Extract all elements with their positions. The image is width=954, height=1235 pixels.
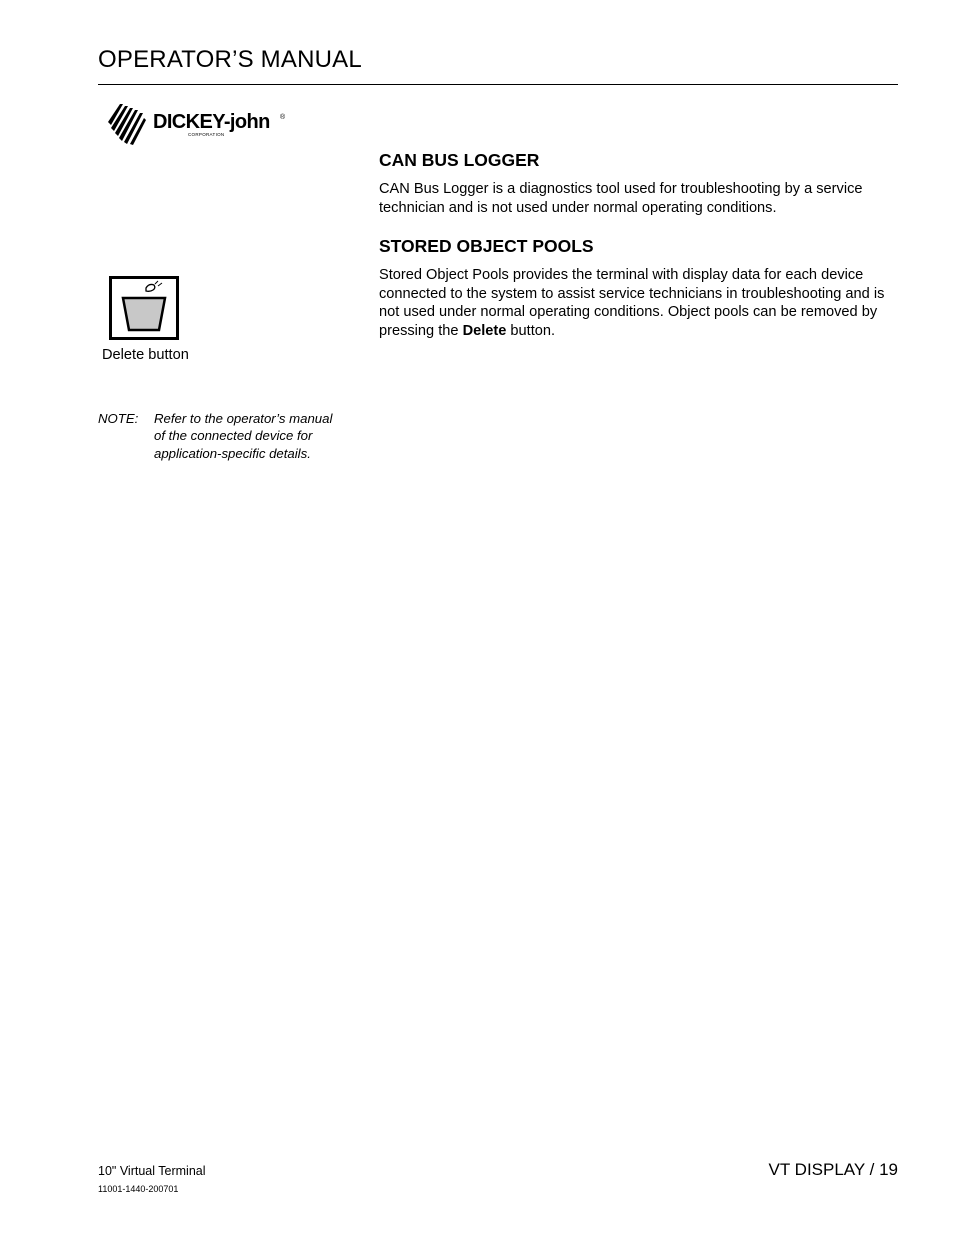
figure-caption: Delete button — [102, 347, 189, 363]
section-heading-can-bus-logger: CAN BUS LOGGER — [379, 150, 540, 170]
footer-doc-number: 11001-1440-200701 — [98, 1184, 179, 1194]
delete-emphasis: Delete — [462, 322, 507, 339]
note-label: NOTE: — [98, 411, 139, 426]
note-text — [154, 410, 354, 462]
delete-button-figure — [109, 276, 179, 340]
note-line: Refer to the operator’s manual — [154, 411, 333, 426]
body-text-before: Stored Object Pools provides the terminal with display data for each device connected to the system to assist service technicians in troubleshooting and is not used under normal operating conditions. Object pools can be removed by pressing the — [379, 267, 885, 339]
header-divider — [98, 84, 898, 85]
page-title: OPERATOR’S MANUAL — [98, 46, 362, 73]
footer-product: 10" Virtual Terminal — [98, 1164, 206, 1178]
logo-wordmark: DICKEY-john — [153, 111, 270, 133]
body-text-after: button. — [506, 322, 556, 339]
section-heading-stored-object-pools: STORED OBJECT POOLS — [379, 236, 594, 256]
delete-trash-icon — [109, 276, 179, 340]
logo-subtitle: CORPORATION — [188, 132, 225, 137]
section-body-can-bus-logger: CAN Bus Logger is a diagnostics tool used for troubleshooting by a service technician and is not used under normal operating conditions. — [379, 181, 863, 216]
note-line: application-specific details. — [154, 445, 311, 461]
note-line: of the connected device for — [154, 428, 313, 444]
footer-page-number: VT DISPLAY / 19 — [768, 1160, 898, 1179]
dickey-john-logo — [106, 100, 291, 146]
section-body-stored-object-pools — [379, 266, 904, 340]
logo-stripes-icon — [106, 100, 152, 146]
logo-registered-mark: ® — [280, 114, 286, 121]
